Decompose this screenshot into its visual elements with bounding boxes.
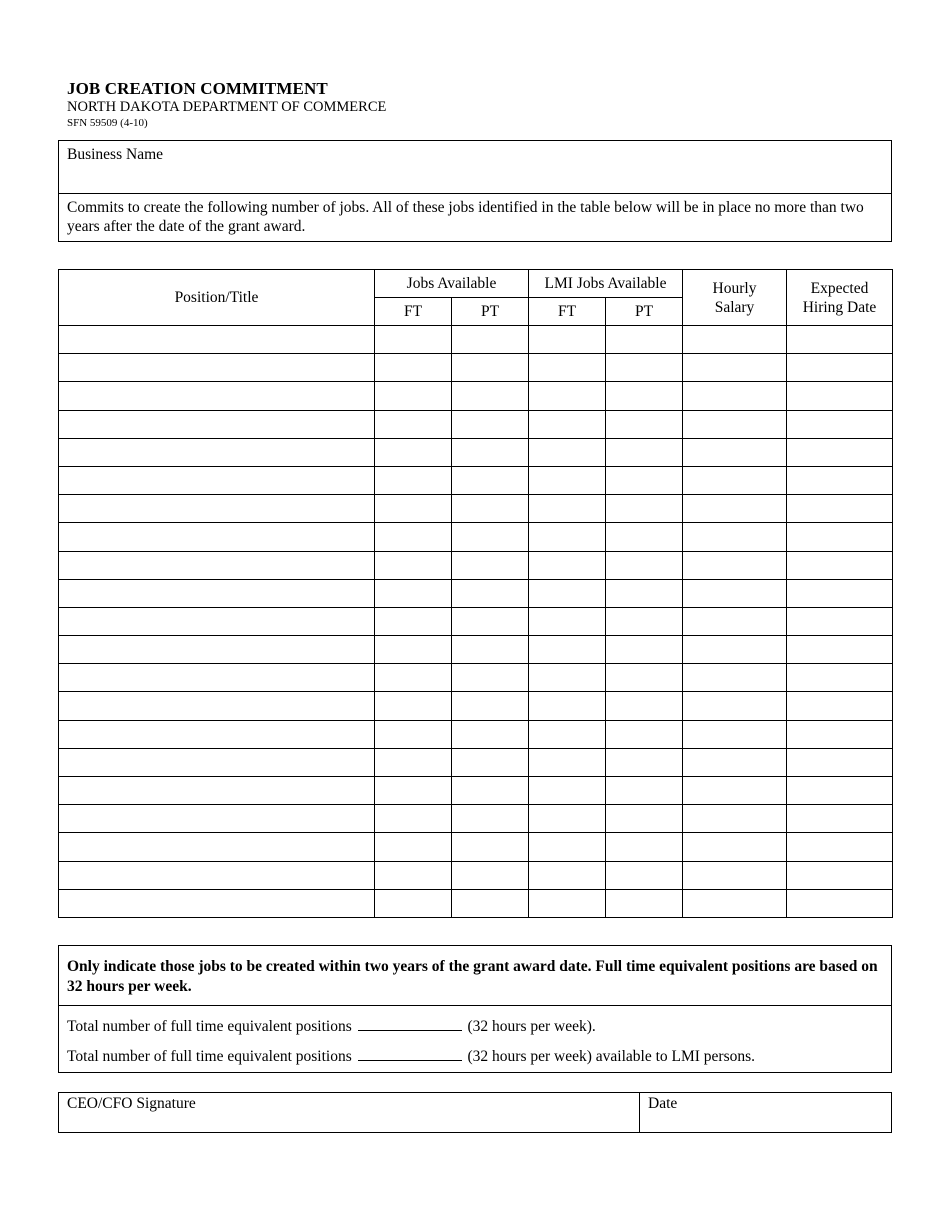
lmi-pt-cell[interactable] — [606, 326, 683, 354]
position-title-cell[interactable] — [59, 579, 375, 607]
table-row — [59, 889, 893, 917]
hourly-salary-cell[interactable] — [683, 326, 787, 354]
lmi-ft-cell[interactable] — [529, 466, 606, 494]
jobs-pt-cell[interactable] — [452, 410, 529, 438]
hourly-salary-cell[interactable] — [683, 607, 787, 635]
table-row — [59, 466, 893, 494]
expected-hiring-date-cell[interactable] — [787, 748, 893, 776]
table-row — [59, 805, 893, 833]
jobs-ft-cell[interactable] — [375, 523, 452, 551]
lmi-ft-cell[interactable] — [529, 833, 606, 861]
lmi-ft-cell[interactable] — [529, 354, 606, 382]
jobs-pt-cell[interactable] — [452, 692, 529, 720]
hourly-salary-cell[interactable] — [683, 551, 787, 579]
lmi-pt-cell[interactable] — [606, 382, 683, 410]
lmi-ft-cell[interactable] — [529, 861, 606, 889]
lmi-pt-cell[interactable] — [606, 438, 683, 466]
position-title-cell[interactable] — [59, 607, 375, 635]
department-name: NORTH DAKOTA DEPARTMENT OF COMMERCE — [67, 99, 387, 115]
lmi-ft-header: FT — [529, 298, 606, 326]
lmi-pt-cell[interactable] — [606, 410, 683, 438]
expected-hiring-date-cell[interactable] — [787, 692, 893, 720]
position-title-cell[interactable] — [59, 748, 375, 776]
table-row — [59, 748, 893, 776]
total-fte-suffix: (32 hours per week). — [467, 1018, 596, 1035]
position-title-cell[interactable] — [59, 326, 375, 354]
commitment-statement: Commits to create the following number of jobs. All of these jobs identified in the table below will be in place no more than two years after the date of the grant award. — [67, 199, 864, 235]
position-title-cell[interactable] — [59, 523, 375, 551]
jobs-ft-cell[interactable] — [375, 889, 452, 917]
jobs-ft-cell[interactable] — [375, 777, 452, 805]
table-row — [59, 607, 893, 635]
total-fte-line — [59, 1016, 891, 1036]
position-title-cell[interactable] — [59, 889, 375, 917]
expected-hiring-date-cell[interactable] — [787, 495, 893, 523]
hourly-salary-cell[interactable] — [683, 382, 787, 410]
jobs-ft-cell[interactable] — [375, 382, 452, 410]
expected-hiring-date-cell[interactable] — [787, 382, 893, 410]
jobs-pt-cell[interactable] — [452, 551, 529, 579]
jobs-pt-cell[interactable] — [452, 579, 529, 607]
lmi-pt-cell[interactable] — [606, 495, 683, 523]
lmi-pt-cell[interactable] — [606, 354, 683, 382]
expected-hiring-date-cell[interactable] — [787, 410, 893, 438]
hourly-salary-cell[interactable] — [683, 777, 787, 805]
jobs-ft-cell[interactable] — [375, 805, 452, 833]
lmi-pt-cell[interactable] — [606, 636, 683, 664]
position-title-cell[interactable] — [59, 354, 375, 382]
lmi-ft-cell[interactable] — [529, 748, 606, 776]
position-title-cell[interactable] — [59, 664, 375, 692]
expected-hiring-date-cell[interactable] — [787, 354, 893, 382]
table-row — [59, 861, 893, 889]
lmi-pt-cell[interactable] — [606, 748, 683, 776]
jobs-pt-cell[interactable] — [452, 777, 529, 805]
lmi-ft-cell[interactable] — [529, 410, 606, 438]
total-lmi-suffix: (32 hours per week) available to LMI persons. — [467, 1048, 756, 1065]
table-row — [59, 720, 893, 748]
expected-hiring-date-cell[interactable] — [787, 466, 893, 494]
expected-hiring-date-cell[interactable] — [787, 720, 893, 748]
signature-section — [58, 1092, 892, 1133]
hourly-salary-cell[interactable] — [683, 833, 787, 861]
business-section — [58, 140, 892, 242]
jobs-ft-cell[interactable] — [375, 720, 452, 748]
expected-hiring-date-header — [787, 270, 893, 326]
expected-hiring-date-cell[interactable] — [787, 889, 893, 917]
table-row — [59, 354, 893, 382]
hourly-salary-cell[interactable] — [683, 579, 787, 607]
jobs-pt-cell[interactable] — [452, 495, 529, 523]
lmi-pt-cell[interactable] — [606, 579, 683, 607]
total-lmi-blank[interactable] — [358, 1046, 462, 1061]
table-row — [59, 438, 893, 466]
expected-hiring-date-cell[interactable] — [787, 636, 893, 664]
jobs-pt-header: PT — [452, 298, 529, 326]
hourly-salary-cell[interactable] — [683, 523, 787, 551]
hourly-salary-cell[interactable] — [683, 466, 787, 494]
hourly-salary-cell[interactable] — [683, 889, 787, 917]
lmi-pt-cell[interactable] — [606, 889, 683, 917]
jobs-pt-cell[interactable] — [452, 382, 529, 410]
hourly-salary-cell[interactable] — [683, 354, 787, 382]
jobs-pt-cell[interactable] — [452, 664, 529, 692]
expected-hiring-date-cell[interactable] — [787, 579, 893, 607]
lmi-pt-cell[interactable] — [606, 805, 683, 833]
jobs-pt-cell[interactable] — [452, 636, 529, 664]
jobs-pt-cell[interactable] — [452, 720, 529, 748]
jobs-table-body — [59, 326, 893, 918]
lmi-ft-cell[interactable] — [529, 692, 606, 720]
lmi-ft-cell[interactable] — [529, 326, 606, 354]
jobs-ft-cell[interactable] — [375, 861, 452, 889]
table-row — [59, 692, 893, 720]
jobs-pt-cell[interactable] — [452, 861, 529, 889]
hourly-salary-cell[interactable] — [683, 692, 787, 720]
hourly-salary-cell[interactable] — [683, 664, 787, 692]
jobs-ft-cell[interactable] — [375, 664, 452, 692]
jobs-ft-cell[interactable] — [375, 607, 452, 635]
hourly-salary-cell[interactable] — [683, 748, 787, 776]
lmi-pt-cell[interactable] — [606, 607, 683, 635]
lmi-pt-cell[interactable] — [606, 720, 683, 748]
lmi-pt-cell[interactable] — [606, 861, 683, 889]
position-title-cell[interactable] — [59, 692, 375, 720]
table-row — [59, 495, 893, 523]
lmi-ft-cell[interactable] — [529, 720, 606, 748]
lmi-ft-cell[interactable] — [529, 438, 606, 466]
position-title-cell[interactable] — [59, 636, 375, 664]
lmi-pt-header: PT — [606, 298, 683, 326]
date-field[interactable] — [640, 1093, 891, 1132]
position-title-cell[interactable] — [59, 805, 375, 833]
lmi-ft-cell[interactable] — [529, 523, 606, 551]
form-title: JOB CREATION COMMITMENT — [67, 79, 328, 98]
position-title-cell[interactable] — [59, 551, 375, 579]
expected-hiring-line2: Hiring Date — [802, 298, 877, 316]
hourly-salary-cell[interactable] — [683, 720, 787, 748]
position-title-cell[interactable] — [59, 410, 375, 438]
expected-hiring-date-cell[interactable] — [787, 551, 893, 579]
lmi-ft-cell[interactable] — [529, 805, 606, 833]
hourly-salary-cell[interactable] — [683, 636, 787, 664]
expected-hiring-date-cell[interactable] — [787, 777, 893, 805]
position-title-cell[interactable] — [59, 466, 375, 494]
jobs-ft-cell[interactable] — [375, 551, 452, 579]
jobs-pt-cell[interactable] — [452, 438, 529, 466]
jobs-ft-cell[interactable] — [375, 495, 452, 523]
expected-hiring-date-cell[interactable] — [787, 523, 893, 551]
table-row — [59, 410, 893, 438]
hourly-salary-line2: Salary — [714, 298, 755, 316]
lmi-pt-cell[interactable] — [606, 777, 683, 805]
jobs-ft-cell[interactable] — [375, 579, 452, 607]
lmi-ft-cell[interactable] — [529, 664, 606, 692]
expected-hiring-date-cell[interactable] — [787, 805, 893, 833]
jobs-ft-cell[interactable] — [375, 466, 452, 494]
jobs-ft-cell[interactable] — [375, 438, 452, 466]
hourly-salary-line1: Hourly — [712, 279, 757, 297]
hourly-salary-cell[interactable] — [683, 495, 787, 523]
jobs-pt-cell[interactable] — [452, 466, 529, 494]
expected-hiring-date-cell[interactable] — [787, 438, 893, 466]
fte-section — [58, 945, 892, 1073]
table-row — [59, 777, 893, 805]
business-name-field[interactable] — [59, 141, 891, 194]
expected-hiring-date-cell[interactable] — [787, 861, 893, 889]
jobs-pt-cell[interactable] — [452, 523, 529, 551]
jobs-ft-header: FT — [375, 298, 452, 326]
total-lmi-prefix: Total number of full time equivalent positions — [67, 1048, 352, 1065]
hourly-salary-header — [683, 270, 787, 326]
jobs-ft-cell[interactable] — [375, 354, 452, 382]
table-row — [59, 579, 893, 607]
lmi-pt-cell[interactable] — [606, 692, 683, 720]
position-title-header: Position/Title — [59, 270, 375, 326]
table-row — [59, 636, 893, 664]
position-title-cell[interactable] — [59, 438, 375, 466]
jobs-ft-cell[interactable] — [375, 410, 452, 438]
table-row — [59, 551, 893, 579]
lmi-ft-cell[interactable] — [529, 607, 606, 635]
jobs-ft-cell[interactable] — [375, 748, 452, 776]
lmi-pt-cell[interactable] — [606, 523, 683, 551]
jobs-pt-cell[interactable] — [452, 805, 529, 833]
table-row — [59, 664, 893, 692]
date-label: Date — [648, 1095, 678, 1112]
jobs-pt-cell[interactable] — [452, 748, 529, 776]
lmi-pt-cell[interactable] — [606, 466, 683, 494]
position-title-cell[interactable] — [59, 495, 375, 523]
form-number: SFN 59509 (4-10) — [67, 117, 148, 129]
hourly-salary-cell[interactable] — [683, 438, 787, 466]
table-row — [59, 833, 893, 861]
lmi-pt-cell[interactable] — [606, 833, 683, 861]
signature-label: CEO/CFO Signature — [67, 1095, 196, 1112]
lmi-ft-cell[interactable] — [529, 579, 606, 607]
lmi-pt-cell[interactable] — [606, 664, 683, 692]
lmi-pt-cell[interactable] — [606, 551, 683, 579]
hourly-salary-cell[interactable] — [683, 805, 787, 833]
jobs-pt-cell[interactable] — [452, 607, 529, 635]
expected-hiring-line1: Expected — [810, 279, 869, 297]
total-fte-blank[interactable] — [358, 1016, 462, 1031]
hourly-salary-cell[interactable] — [683, 410, 787, 438]
instruction-note: Only indicate those jobs to be created within two years of the grant award date. Full time equivalent positions are based on 32 hours per week. — [59, 946, 891, 1006]
expected-hiring-date-cell[interactable] — [787, 664, 893, 692]
form-header — [67, 79, 386, 130]
total-fte-prefix: Total number of full time equivalent positions — [67, 1018, 352, 1035]
lmi-ft-cell[interactable] — [529, 551, 606, 579]
jobs-ft-cell[interactable] — [375, 692, 452, 720]
position-title-cell[interactable] — [59, 720, 375, 748]
jobs-available-header: Jobs Available — [375, 270, 529, 298]
signature-field[interactable] — [59, 1093, 640, 1132]
lmi-ft-cell[interactable] — [529, 889, 606, 917]
lmi-ft-cell[interactable] — [529, 777, 606, 805]
lmi-ft-cell[interactable] — [529, 636, 606, 664]
hourly-salary-cell[interactable] — [683, 861, 787, 889]
position-title-cell[interactable] — [59, 833, 375, 861]
table-row — [59, 523, 893, 551]
jobs-pt-cell[interactable] — [452, 354, 529, 382]
business-name-label: Business Name — [67, 146, 164, 163]
jobs-ft-cell[interactable] — [375, 636, 452, 664]
lmi-ft-cell[interactable] — [529, 382, 606, 410]
expected-hiring-date-cell[interactable] — [787, 833, 893, 861]
jobs-pt-cell[interactable] — [452, 833, 529, 861]
table-row — [59, 326, 893, 354]
jobs-table — [58, 269, 893, 918]
jobs-ft-cell[interactable] — [375, 833, 452, 861]
table-row — [59, 382, 893, 410]
lmi-jobs-available-header: LMI Jobs Available — [529, 270, 683, 298]
jobs-pt-cell[interactable] — [452, 326, 529, 354]
position-title-cell[interactable] — [59, 861, 375, 889]
position-title-cell[interactable] — [59, 382, 375, 410]
lmi-ft-cell[interactable] — [529, 495, 606, 523]
total-lmi-line — [59, 1046, 891, 1066]
jobs-pt-cell[interactable] — [452, 889, 529, 917]
expected-hiring-date-cell[interactable] — [787, 326, 893, 354]
jobs-ft-cell[interactable] — [375, 326, 452, 354]
expected-hiring-date-cell[interactable] — [787, 607, 893, 635]
position-title-cell[interactable] — [59, 777, 375, 805]
